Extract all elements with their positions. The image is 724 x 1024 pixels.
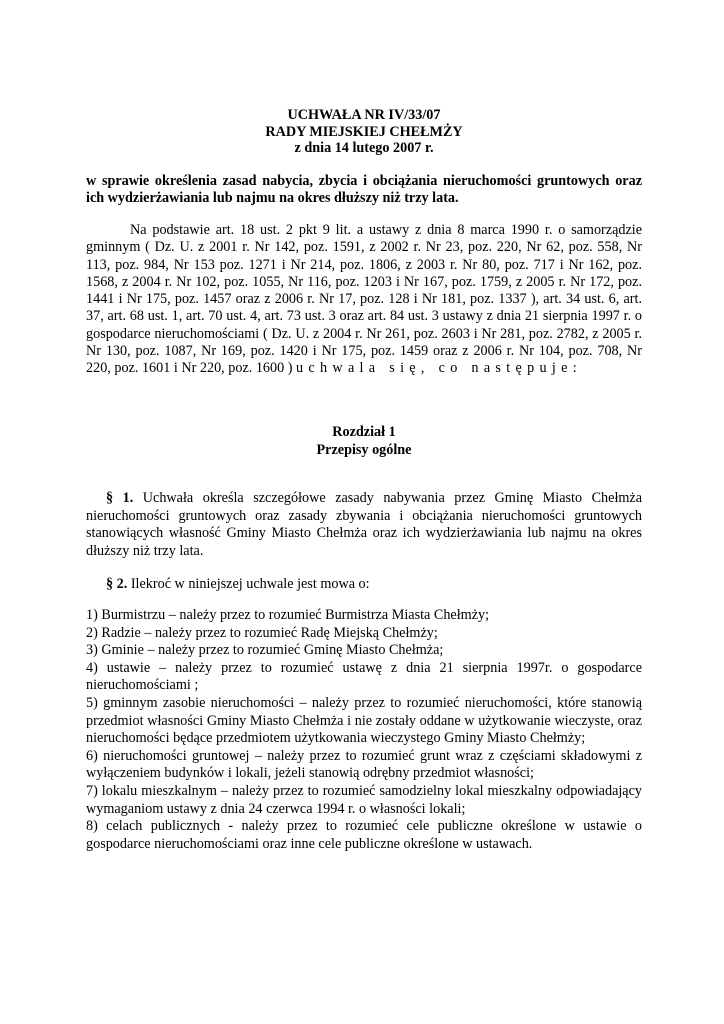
definition-item: 5) gminnym zasobie nieruchomości – należy przez to rozumieć nieruchomości, które stanowią przedmiot własności Gminy Miasto Chełmża i nie zostały oddane w użytkowanie wieczyste, oraz nieruchomości będące przedmiotem użytkowania wieczystego Gminy Miasto Chełmży; (86, 694, 642, 747)
definition-item: 2) Radzie – należy przez to rozumieć Radę Miejską Chełmży; (86, 624, 438, 641)
definition-item: 8) celach publicznych - należy przez to rozumieć cele publiczne określone w ustawie o gospodarce nieruchomościami oraz inne cele publiczne określone w ustawach. (86, 818, 642, 852)
section-1-text: Uchwała określa szczegółowe zasady nabywania przez Gminę Miasto Chełmża nieruchomości gruntowych oraz zasady zbywania i obciążania nieruchomości gruntowych stanowiących własność Gminy Miasto Chełmża oraz ich wydzierżawiania lub najmu na okres dłuższy niż trzy lata. (86, 490, 643, 559)
section-2 (86, 576, 642, 594)
chapter-heading (86, 424, 642, 459)
preamble-text: Na podstawie art. 18 ust. 2 pkt 9 lit. a ustawy z dnia 8 marca 1990 r. o samorządzie gminnym ( Dz. U. z 2001 r. Nr 142, poz. 1591, z 2002 r. Nr 23, poz. 220, Nr 62, poz. 558, Nr 113, poz. 984, Nr 153 poz. 1271 i Nr 214, poz. 1806, z 2003 r. Nr 80, poz. 717 i Nr 162, poz. 1568, z 2004 r. Nr 102, poz. 1055, Nr 116, poz. 1203 i Nr 167, poz. 1759, z 2005 r. Nr 172, poz. 1441 i Nr 175, poz. 1457 oraz z 2006 r. Nr 17, poz. 128 i Nr 181, poz. 1337 ), art. 34 ust. 6, art. 37, art. 68 ust. 1, art. 70 ust. 4, art. 73 ust. 3 oraz art. 84 ust. 3 ustawy z dnia 21 sierpnia 1997 r. o gospodarce nieruchomościami ( Dz. U. z 2004 r. Nr 261, poz. 2603 i Nr 281, poz. 2782, z 2005 r. Nr 130, poz. 1087, Nr 169, poz. 1420 i Nr 175, poz. 1459 oraz z 2006 r. Nr 104, poz. 708, Nr 220, poz. 1601 i Nr 220, poz. 1600 ) (86, 222, 642, 377)
section-1-mark: § 1. (106, 490, 134, 506)
chapter-title: Przepisy ogólne (316, 441, 412, 458)
resolves-phrase: uchwala się, co następuje: (296, 360, 582, 377)
resolution-title: UCHWAŁA NR IV/33/07 (287, 107, 441, 123)
section-2-mark: § 2. (106, 576, 128, 592)
resolution-subject: w sprawie określenia zasad nabycia, zbycia i obciążania nieruchomości gruntowych oraz ich wydzierżawiania lub najmu na okres dłuższy niż trzy lata. (86, 173, 642, 206)
legal-basis-preamble (86, 222, 642, 378)
definition-item: 7) lokalu mieszkalnym – należy przez to rozumieć samodzielny lokal mieszkalny odpowiadający wymaganiom ustawy z dnia 24 czerwca 1994 r. o własności lokali; (86, 782, 642, 817)
section-1 (86, 490, 642, 560)
chapter-number: Rozdział 1 (332, 424, 396, 440)
section-2-text: Ilekroć w niniejszej uchwale jest mowa o: (130, 576, 370, 592)
definition-item: 6) nieruchomości gruntowej – należy przez to rozumieć grunt wraz z częściami składowymi z wyłączeniem budynków i lokali, jeżeli stanowią odrębny przedmiot własności; (86, 747, 642, 782)
definition-item: 4) ustawie – należy przez to rozumieć ustawę z dnia 21 sierpnia 1997r. o gospodarce nieruchomościami ; (86, 659, 642, 694)
definition-item: 1) Burmistrzu – należy przez to rozumieć Burmistrza Miasta Chełmży; (86, 607, 490, 623)
resolution-header (86, 107, 642, 157)
resolution-date: z dnia 14 lutego 2007 r. (294, 140, 434, 156)
definitions-list (86, 607, 642, 853)
council-name: RADY MIEJSKIEJ CHEŁMŻY (265, 123, 463, 140)
definition-item: 3) Gminie – należy przez to rozumieć Gminę Miasto Chełmża; (86, 642, 444, 659)
